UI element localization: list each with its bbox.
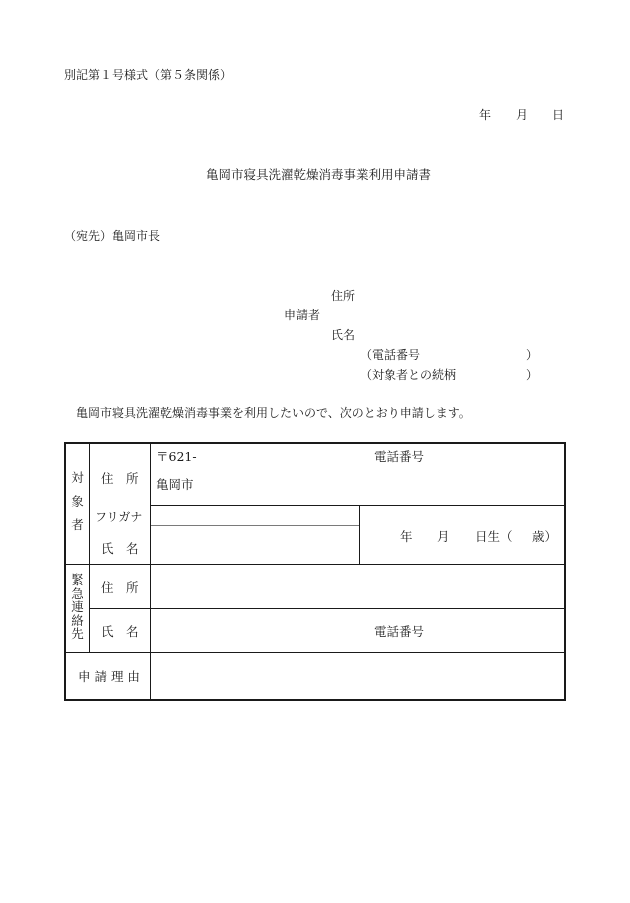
reason-label: 申 請 理 由 — [78, 669, 140, 684]
emergency-address-field[interactable] — [151, 565, 564, 607]
birth-year-label: 年 — [400, 529, 413, 544]
furigana-label: フリガナ — [95, 510, 143, 524]
row-divider-emergency-address — [89, 608, 564, 609]
city-name: 亀岡市 — [156, 477, 194, 492]
applicant-relation-close: ） — [526, 368, 539, 382]
emergency-char: 急 — [71, 585, 84, 601]
applicant-name-label: 氏名 — [331, 328, 356, 342]
date-year-label: 年 — [479, 108, 492, 122]
subject-group-label — [66, 472, 89, 532]
emergency-char: 連 — [71, 599, 84, 614]
form-number: 別記第１号様式（第５条関係） — [64, 68, 233, 82]
subject-char: 対 — [71, 470, 84, 485]
application-form-table — [64, 442, 566, 701]
emergency-address-label: 住 所 — [101, 580, 139, 595]
subject-name-label: 氏 名 — [101, 541, 139, 556]
applicant-phone-close: ） — [526, 348, 539, 362]
emergency-char: 緊 — [71, 572, 84, 587]
subject-name-field[interactable] — [151, 526, 358, 563]
date-day-label: 日 — [552, 108, 565, 122]
subject-address-label: 住 所 — [101, 471, 139, 486]
col-divider-birth — [359, 505, 360, 564]
emergency-char: 絡 — [71, 612, 84, 628]
applicant-label: 申請者 — [284, 308, 321, 322]
furigana-field[interactable] — [151, 506, 358, 524]
document-title: 亀岡市寝具洗濯乾燥消毒事業利用申請書 — [206, 167, 432, 182]
postal-code-prefix: 〒621- — [156, 449, 197, 464]
date-month-label: 月 — [516, 108, 529, 122]
applicant-address-label: 住所 — [331, 289, 356, 303]
birth-day-label: 日生（ — [475, 529, 513, 544]
reason-field[interactable] — [151, 653, 564, 699]
birth-month-label: 月 — [437, 529, 450, 544]
emergency-phone-label: 電話番号 — [374, 624, 425, 639]
application-statement: 亀岡市寝具洗濯乾燥消毒事業を利用したいので、次のとおり申請します。 — [76, 406, 471, 420]
applicant-phone-label: （電話番号 — [360, 348, 421, 362]
age-suffix: 歳） — [532, 529, 558, 544]
applicant-relation-label: （対象者との続柄 — [360, 368, 457, 382]
emergency-name-label: 氏 名 — [101, 624, 139, 639]
col-divider-group — [89, 444, 90, 652]
addressee: （宛先）亀岡市長 — [64, 229, 161, 243]
subject-char: 者 — [71, 517, 84, 532]
emergency-group-label — [66, 574, 89, 641]
subject-phone-label: 電話番号 — [374, 449, 425, 464]
emergency-char: 先 — [71, 626, 84, 641]
subject-char: 象 — [71, 493, 84, 509]
